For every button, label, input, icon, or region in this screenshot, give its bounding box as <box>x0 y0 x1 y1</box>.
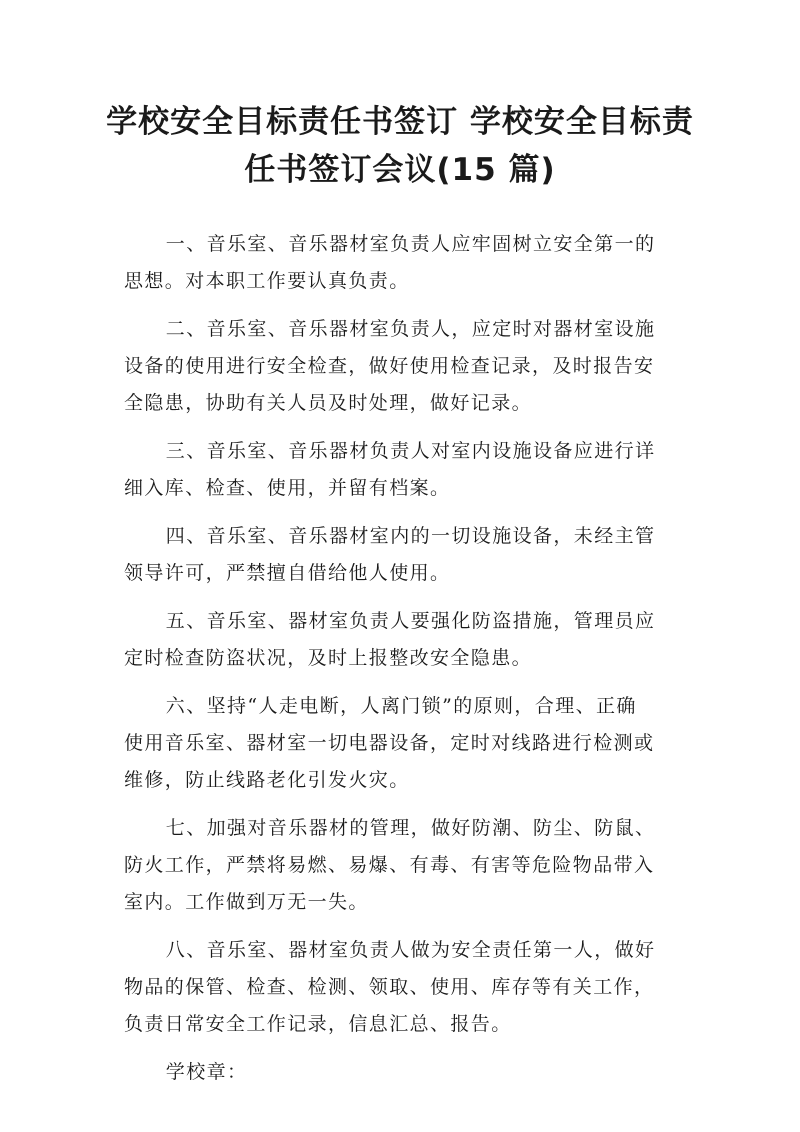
paragraph-line: 维修，防止线路老化引发火灾。 <box>124 769 410 791</box>
title-line-2: 任书签订会议(15 篇) <box>244 152 556 188</box>
paragraph-line: 三、音乐室、音乐器材负责人对室内设施设备应进行详 <box>165 440 656 462</box>
paragraph-line: 防火工作，严禁将易燃、易爆、有毒、有害等危险物品带入 <box>124 854 655 876</box>
paragraph-line: 室内。工作做到万无一失。 <box>124 891 369 913</box>
paragraph-line: 领导许可，严禁擅自借给他人使用。 <box>124 562 451 584</box>
paragraph-4 <box>124 518 680 592</box>
title-line-1: 学校安全目标责任书签订 学校安全目标责 <box>106 104 694 140</box>
paragraph-line: 六、坚持“人走电断，人离门锁”的原则，合理、正确 <box>165 695 637 717</box>
paragraph-1 <box>124 226 680 300</box>
document-body <box>124 226 680 1091</box>
paragraph-line: 使用音乐室、器材室一切电器设备，定时对线路进行检测或 <box>124 732 655 754</box>
paragraph-line: 负责日常安全工作记录，信息汇总、报告。 <box>124 1013 512 1035</box>
paragraph-7 <box>124 810 680 921</box>
paragraph-line: 物品的保管、检查、检测、领取、使用、库存等有关工作， <box>124 976 655 998</box>
paragraph-line: 全隐患，协助有关人员及时处理，做好记录。 <box>124 392 533 414</box>
paragraph-8 <box>124 932 680 1043</box>
paragraph-6 <box>124 688 680 799</box>
paragraph-line: 二、音乐室、音乐器材室负责人，应定时对器材室设施 <box>165 318 656 340</box>
document-title <box>100 98 700 194</box>
paragraph-line: 八、音乐室、器材室负责人做为安全责任第一人，做好 <box>165 939 656 961</box>
paragraph-5 <box>124 603 680 677</box>
paragraph-line: 四、音乐室、音乐器材室内的一切设施设备，未经主管 <box>165 525 656 547</box>
paragraph-3 <box>124 433 680 507</box>
paragraph-2 <box>124 311 680 422</box>
paragraph-line: 七、加强对音乐器材的管理，做好防潮、防尘、防鼠、 <box>165 817 656 839</box>
paragraph-line: 五、音乐室、器材室负责人要强化防盗措施，管理员应 <box>165 610 656 632</box>
paragraph-line: 设备的使用进行安全检查，做好使用检查记录，及时报告安 <box>124 355 655 377</box>
school-seal-label: 学校章： <box>165 1061 248 1083</box>
paragraph-line: 一、音乐室、音乐器材室负责人应牢固树立安全第一的 <box>165 233 656 255</box>
paragraph-line: 定时检查防盗状况，及时上报整改安全隐患。 <box>124 647 533 669</box>
paragraph-line: 思想。对本职工作要认真负责。 <box>124 270 410 292</box>
paragraph-line: 细入库、检查、使用，并留有档案。 <box>124 477 451 499</box>
